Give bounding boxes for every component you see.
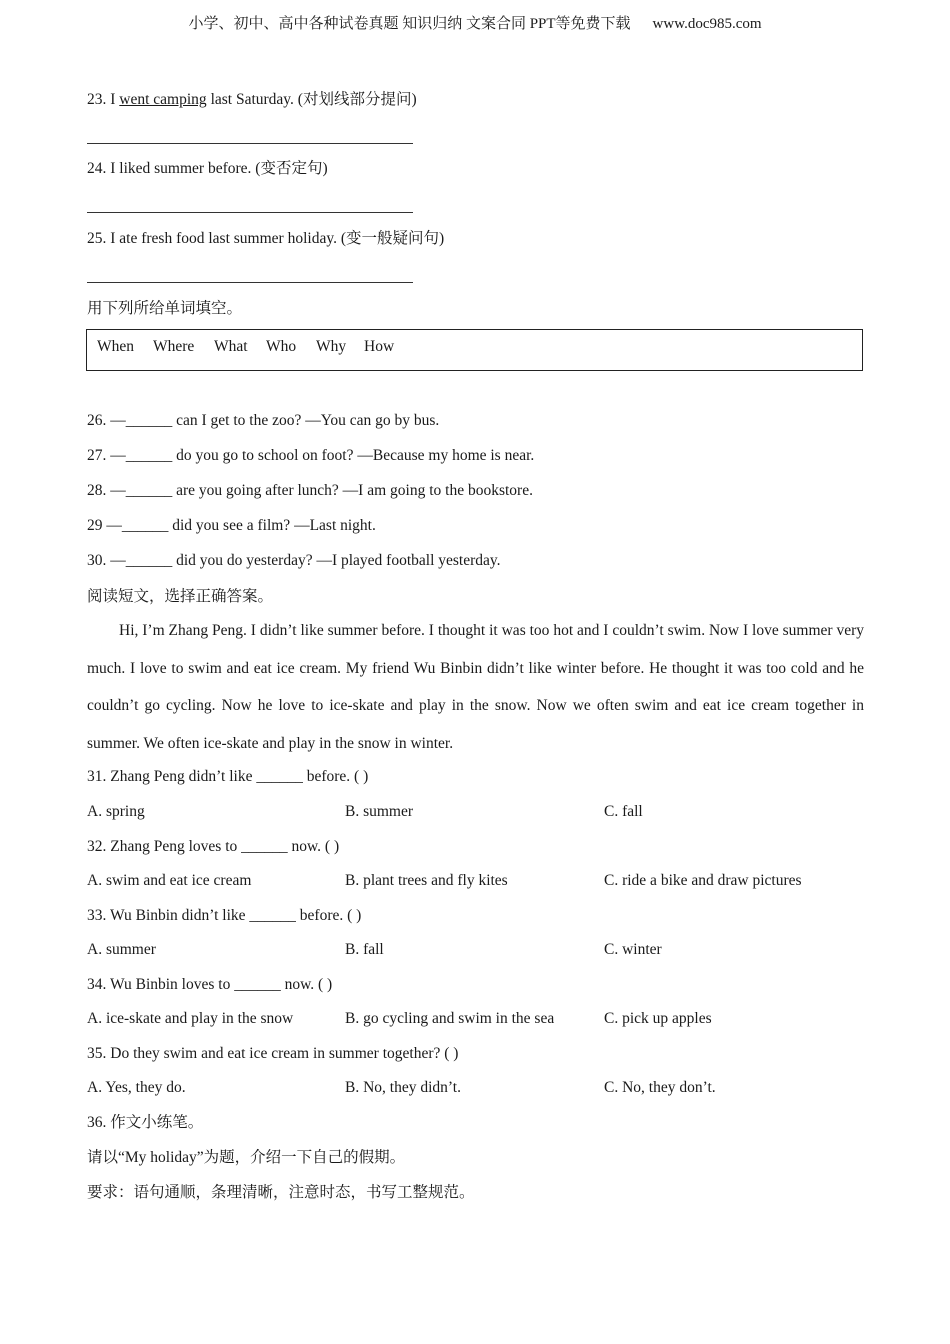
- option-33-c: C. winter: [604, 941, 662, 958]
- option-35-a: A. Yes, they do.: [87, 1079, 186, 1096]
- word-where: Where: [153, 338, 195, 355]
- option-34-b: B. go cycling and swim in the sea: [345, 1010, 555, 1027]
- question-31: 31. Zhang Peng didn’t like ______ before. ( ): [87, 768, 369, 785]
- word-what: What: [214, 338, 248, 355]
- word-why: Why: [316, 338, 347, 355]
- page-header: [0, 12, 950, 33]
- question-30: 30. —______ did you do yesterday? —I played football yesterday.: [87, 552, 501, 569]
- question-24: 24. I liked summer before. (变否定句): [87, 160, 328, 177]
- writing-requirement: 要求：语句通顺，条理清晰，注意时态，书写工整规范。: [87, 1184, 475, 1201]
- underlined-phrase: went camping: [119, 91, 207, 108]
- question-29: 29 —______ did you see a film? —Last night.: [87, 517, 376, 534]
- option-31-c: C. fall: [604, 803, 643, 820]
- question-32: 32. Zhang Peng loves to ______ now. ( ): [87, 838, 340, 855]
- fill-instruction: 用下列所给单词填空。: [87, 300, 243, 317]
- question-23-instruction: last Saturday. (对划线部分提问): [206, 91, 417, 108]
- option-33-b: B. fall: [345, 941, 384, 958]
- writing-title: 36. 作文小练笔。: [87, 1114, 204, 1131]
- word-bank-box: [86, 329, 863, 371]
- question-23-text: 23. I: [87, 91, 120, 108]
- question-34: 34. Wu Binbin loves to ______ now. ( ): [87, 976, 333, 993]
- option-35-b: B. No, they didn’t.: [345, 1079, 461, 1096]
- option-35-c: C. No, they don’t.: [604, 1079, 716, 1096]
- answer-line-25[interactable]: [87, 282, 413, 283]
- reading-instruction: 阅读短文，选择正确答案。: [87, 588, 274, 605]
- option-32-b: B. plant trees and fly kites: [345, 872, 508, 889]
- answer-line-23[interactable]: [87, 143, 413, 144]
- reading-passage: Hi, I’m Zhang Peng. I didn’t like summer before. I thought it was too hot and I couldn’t swim. Now I love summer very much. I love to swim and eat ice cream. My friend Wu Binbin didn’t like winter before. He thought it was too cold and he couldn’t go cycling. Now he love to ice-skate and play in the snow. Now we often swim and eat ice cream together in summer. We often ice-skate and play in the snow in winter.: [87, 622, 864, 752]
- question-35: 35. Do they swim and eat ice cream in summer together? ( ): [87, 1045, 459, 1062]
- option-34-c: C. pick up apples: [604, 1010, 712, 1027]
- question-26: 26. —______ can I get to the zoo? —You can go by bus.: [87, 412, 440, 429]
- option-31-b: B. summer: [345, 803, 414, 820]
- question-25: 25. I ate fresh food last summer holiday. (变一般疑问句): [87, 230, 445, 247]
- question-27: 27. —______ do you go to school on foot? —Because my home is near.: [87, 447, 535, 464]
- header-site: www.doc985.com: [652, 16, 762, 32]
- writing-prompt: 请以“My holiday”为题，介绍一下自己的假期。: [87, 1149, 406, 1166]
- question-23: [87, 90, 417, 110]
- option-32-c: C. ride a bike and draw pictures: [604, 872, 802, 889]
- option-34-a: A. ice-skate and play in the snow: [87, 1010, 294, 1027]
- word-how: How: [364, 338, 395, 355]
- header-text: 小学、初中、高中各种试卷真题 知识归纳 文案合同 PPT等免费下载: [188, 16, 631, 32]
- word-when: When: [97, 338, 135, 355]
- option-32-a: A. swim and eat ice cream: [87, 872, 252, 889]
- question-28: 28. —______ are you going after lunch? —I am going to the bookstore.: [87, 482, 533, 499]
- word-who: Who: [266, 338, 297, 355]
- option-33-a: A. summer: [87, 941, 156, 958]
- option-31-a: A. spring: [87, 803, 145, 820]
- question-33: 33. Wu Binbin didn’t like ______ before. ( ): [87, 907, 362, 924]
- answer-line-24[interactable]: [87, 212, 413, 213]
